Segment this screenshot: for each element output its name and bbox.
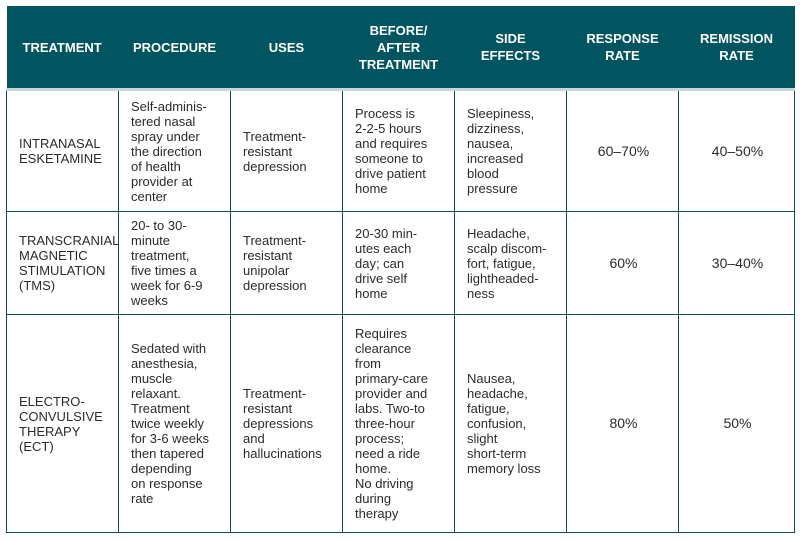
- header-uses: USES: [231, 6, 343, 90]
- remission-rate-cell: 40–50%: [679, 90, 795, 212]
- procedure-cell: Self-adminis- tered nasal spray under the direction of health provider at center: [119, 90, 231, 212]
- table-row: [7, 90, 795, 212]
- side-effects-cell: Nausea, headache, fatigue, confusion, slight short-term memory loss: [455, 315, 567, 533]
- before-after-cell: 20-30 min- utes each day; can drive self home: [343, 212, 455, 315]
- treatment-comparison-table-wrapper: [6, 6, 794, 533]
- table-row: [7, 212, 795, 315]
- uses-cell: Treatment- resistant unipolar depression: [231, 212, 343, 315]
- header-before-after: BEFORE/ AFTER TREATMENT: [343, 6, 455, 90]
- side-effects-cell: Headache, scalp discom- fort, fatigue, lightheaded- ness: [455, 212, 567, 315]
- remission-rate-cell: 30–40%: [679, 212, 795, 315]
- response-rate-cell: 80%: [567, 315, 679, 533]
- treatment-cell: TRANSCRANIAL MAGNETIC STIMULATION (TMS): [7, 212, 119, 315]
- header-row: [7, 6, 795, 90]
- uses-cell: Treatment- resistant depression: [231, 90, 343, 212]
- response-rate-cell: 60%: [567, 212, 679, 315]
- treatment-comparison-table: [6, 6, 795, 533]
- before-after-cell: Requires clearance from primary-care provider and labs. Two-to three-hour process; need a ride home. No driving during therapy: [343, 315, 455, 533]
- treatment-cell: INTRANASAL ESKETAMINE: [7, 90, 119, 212]
- treatment-cell: ELECTRO- CONVULSIVE THERAPY (ECT): [7, 315, 119, 533]
- header-remission-rate: REMISSION RATE: [679, 6, 795, 90]
- uses-cell: Treatment- resistant depressions and hallucinations: [231, 315, 343, 533]
- header-side-effects: SIDE EFFECTS: [455, 6, 567, 90]
- header-treatment: TREATMENT: [7, 6, 119, 90]
- header-procedure: PROCEDURE: [119, 6, 231, 90]
- side-effects-cell: Sleepiness, dizziness, nausea, increased blood pressure: [455, 90, 567, 212]
- procedure-cell: Sedated with anesthesia, muscle relaxant. Treatment twice weekly for 3-6 weeks then tapered depending on response rate: [119, 315, 231, 533]
- header-response-rate: RESPONSE RATE: [567, 6, 679, 90]
- before-after-cell: Process is 2-2-5 hours and requires someone to drive patient home: [343, 90, 455, 212]
- table-row: [7, 315, 795, 533]
- remission-rate-cell: 50%: [679, 315, 795, 533]
- procedure-cell: 20- to 30- minute treatment, five times a week for 6-9 weeks: [119, 212, 231, 315]
- response-rate-cell: 60–70%: [567, 90, 679, 212]
